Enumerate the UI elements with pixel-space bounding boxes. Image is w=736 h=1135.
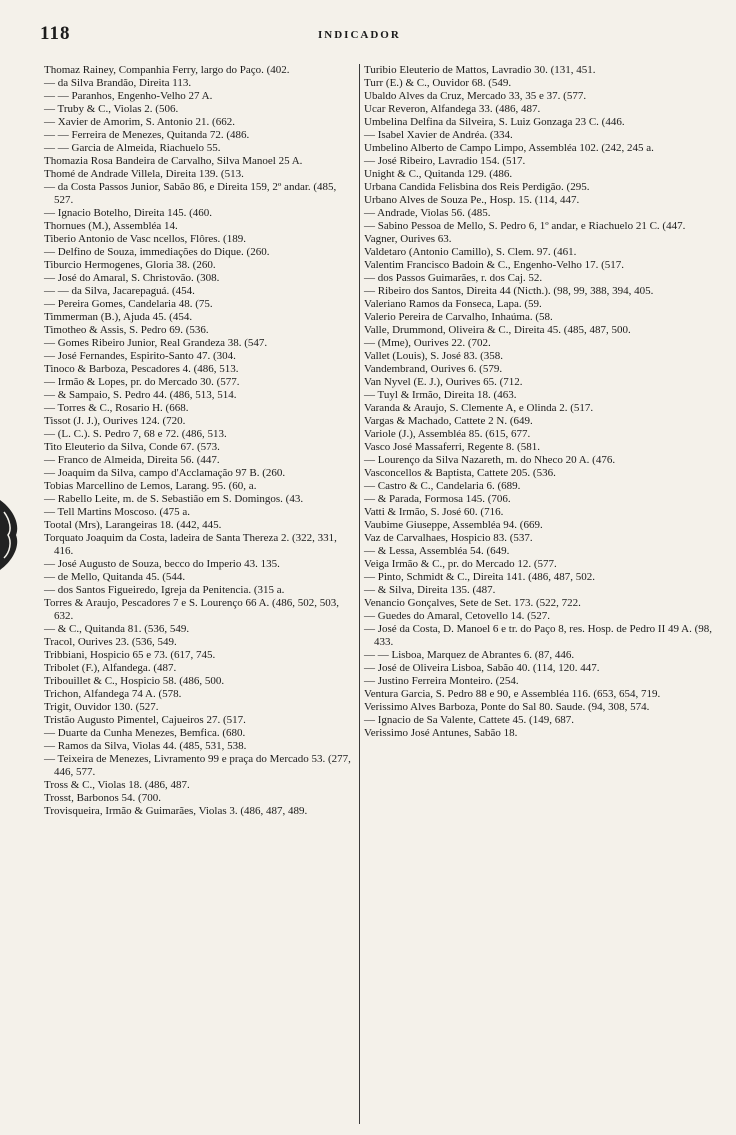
directory-entry: Valeriano Ramos da Fonseca, Lapa. (59. (364, 298, 542, 310)
directory-entry: — & C., Quitanda 81. (536, 549. (44, 623, 190, 635)
directory-entry: — José da Costa, D. Manoel 6 e tr. do Paço 8, res. Hosp. de Pedro II 49 A. (98, 433. (364, 623, 712, 648)
directory-entry: Urbano Alves de Souza Pe., Hosp. 15. (114, 447. (364, 194, 580, 206)
directory-entry: — Andrade, Violas 56. (485. (364, 207, 491, 219)
directory-entry: — Guedes do Amaral, Cetovello 14. (527. (364, 610, 551, 622)
directory-entry: Tinoco & Barboza, Pescadores 4. (486, 513. (44, 363, 239, 375)
directory-entry: — — Garcia de Almeida, Riachuelo 55. (44, 142, 221, 154)
directory-entry: Valerio Pereira de Carvalho, Inhaúma. (58. (364, 311, 553, 323)
directory-entry: Tiburcio Hermogenes, Gloria 38. (260. (44, 259, 216, 271)
directory-entry: — Delfino de Souza, immediações do Dique. (260. (44, 246, 270, 258)
directory-entry: — Teixeira de Menezes, Livramento 99 e praça do Mercado 53. (277, 446, 577. (44, 753, 351, 778)
directory-entry: — Sabino Pessoa de Mello, S. Pedro 6, 1º andar, e Riachuelo 21 C. (447. (364, 220, 686, 232)
directory-entry: — — Ferreira de Menezes, Quitanda 72. (486. (44, 129, 250, 141)
directory-entry: — Duarte da Cunha Menezes, Bemfica. (680. (44, 727, 246, 739)
left-column (44, 64, 358, 818)
directory-entry: — (Mme), Ourives 22. (702. (364, 337, 491, 349)
directory-entry: Vandembrand, Ourives 6. (579. (364, 363, 503, 375)
directory-entry: Tissot (J. J.), Ourives 124. (720. (44, 415, 186, 427)
directory-entry: — — Paranhos, Engenho-Velho 27 A. (44, 90, 213, 102)
directory-entry: — Torres & C., Rosario H. (668. (44, 402, 189, 414)
directory-entry: Umbelina Delfina da Silveira, S. Luiz Gonzaga 23 C. (446. (364, 116, 625, 128)
directory-entry: Unight & C., Quitanda 129. (486. (364, 168, 513, 180)
directory-entry: — & Sampaio, S. Pedro 44. (486, 513, 514. (44, 389, 237, 401)
directory-entry: — José do Amaral, S. Christovão. (308. (44, 272, 220, 284)
directory-entry: Vallet (Louis), S. José 83. (358. (364, 350, 504, 362)
directory-entry: Turr (E.) & C., Ouvidor 68. (549. (364, 77, 512, 89)
directory-entry: Tito Eleuterio da Silva, Conde 67. (573. (44, 441, 220, 453)
directory-entry: Vargas & Machado, Cattete 2 N. (649. (364, 415, 533, 427)
directory-entry: — (L. C.). S. Pedro 7, 68 e 72. (486, 513. (44, 428, 227, 440)
directory-entry: — Ramos da Silva, Violas 44. (485, 531, 538. (44, 740, 247, 752)
page-number: 118 (40, 23, 71, 44)
directory-entry: — Irmão & Lopes, pr. do Mercado 30. (577. (44, 376, 240, 388)
directory-entry: Torres & Araujo, Pescadores 7 e S. Lourenço 66 A. (486, 502, 503, 632. (44, 597, 339, 622)
directory-entry: — Rabello Leite, m. de S. Sebastião em S. Domingos. (43. (44, 493, 304, 505)
directory-entry: Ucar Reveron, Alfandega 33. (486, 487. (364, 103, 541, 115)
directory-entry: — da Silva Brandão, Direita 113. (44, 77, 192, 89)
directory-entry: — — da Silva, Jacarepaguá. (454. (44, 285, 195, 297)
directory-entry: Vaubime Giuseppe, Assembléa 94. (669. (364, 519, 543, 531)
directory-entry: Tribolet (F.), Alfandega. (487. (44, 662, 177, 674)
directory-entry: — Ribeiro dos Santos, Direita 44 (Nicth.). (98, 99, 388, 394, 405. (364, 285, 654, 297)
directory-entry: Trigit, Ouvidor 130. (527. (44, 701, 159, 713)
directory-entry: Tootal (Mrs), Larangeiras 18. (442, 445. (44, 519, 222, 531)
directory-entry: — Xavier de Amorim, S. Antonio 21. (662. (44, 116, 235, 128)
page-edge-mark (0, 500, 24, 570)
directory-entry: — dos Passos Guimarães, r. dos Caj. 52. (364, 272, 543, 284)
directory-entry: — Gomes Ribeiro Junior, Real Grandeza 38. (547. (44, 337, 268, 349)
directory-entry: Trosst, Barbonos 54. (700. (44, 792, 161, 804)
directory-entry: Vasconcellos & Baptista, Cattete 205. (536. (364, 467, 556, 479)
directory-entry: — de Mello, Quitanda 45. (544. (44, 571, 186, 583)
running-head: INDICADOR (318, 29, 401, 41)
directory-entry: — José Ribeiro, Lavradio 154. (517. (364, 155, 526, 167)
directory-entry: — José Fernandes, Espirito-Santo 47. (304. (44, 350, 236, 362)
right-column (364, 64, 722, 740)
directory-entry: Thomé de Andrade Villela, Direita 139. (513. (44, 168, 244, 180)
directory-entry: — da Costa Passos Junior, Sabão 86, e Direita 159, 2º andar. (485, 527. (44, 181, 337, 206)
directory-entry: Tracol, Ourives 23. (536, 549. (44, 636, 177, 648)
directory-entry: Turibio Eleuterio de Mattos, Lavradio 30. (131, 451. (364, 64, 596, 76)
directory-entry: Torquato Joaquim da Costa, ladeira de Santa Thereza 2. (322, 331, 416. (44, 532, 337, 557)
directory-entry: Verissimo José Antunes, Sabão 18. (364, 727, 518, 739)
directory-entry: Urbana Candida Felisbina dos Reis Perdigão. (295. (364, 181, 590, 193)
page-header (0, 0, 736, 48)
directory-entry: Tristão Augusto Pimentel, Cajueiros 27. (517. (44, 714, 246, 726)
directory-entry: — & Parada, Formosa 145. (706. (364, 493, 511, 505)
directory-entry: — Tell Martins Moscoso. (475 a. (44, 506, 190, 518)
directory-entry: Tobias Marcellino de Lemos, Larang. 95. (60, a. (44, 480, 257, 492)
directory-entry: Trovisqueira, Irmão & Guimarães, Violas 3. (486, 487, 489. (44, 805, 308, 817)
directory-entry: — Franco de Almeida, Direita 56. (447. (44, 454, 220, 466)
directory-entry: — Pinto, Schmidt & C., Direita 141. (486, 487, 502. (364, 571, 595, 583)
directory-entry: Ventura Garcia, S. Pedro 88 e 90, e Assembléa 116. (653, 654, 719. (364, 688, 661, 700)
directory-entry: Ubaldo Alves da Cruz, Mercado 33, 35 e 37. (577. (364, 90, 587, 102)
directory-entry: Trichon, Alfandega 74 A. (578. (44, 688, 182, 700)
directory-entry: — Pereira Gomes, Candelaria 48. (75. (44, 298, 213, 310)
directory-entry: — José de Oliveira Lisboa, Sabão 40. (114, 120. 447. (364, 662, 600, 674)
directory-entry: — dos Santos Figueiredo, Igreja da Penitencia. (315 a. (44, 584, 285, 596)
directory-entry: — Joaquim da Silva, campo d'Acclamação 97 B. (260. (44, 467, 286, 479)
directory-entry: Valle, Drummond, Oliveira & C., Direita 45. (485, 487, 500. (364, 324, 631, 336)
directory-entry: Tross & C., Violas 18. (486, 487. (44, 779, 190, 791)
directory-entry: Valentim Francisco Badoin & C., Engenho-Velho 17. (517. (364, 259, 624, 271)
directory-entry: Vatti & Irmão, S. José 60. (716. (364, 506, 504, 518)
directory-entry: Umbelino Alberto de Campo Limpo, Assembléa 102. (242, 245 a. (364, 142, 654, 154)
directory-entry: Thomazia Rosa Bandeira de Carvalho, Silva Manoel 25 A. (44, 155, 303, 167)
directory-entry: Vasco José Massaferri, Regente 8. (581. (364, 441, 540, 453)
directory-entry: — Tuyl & Irmão, Direita 18. (463. (364, 389, 517, 401)
directory-entry: Vagner, Ourives 63. (364, 233, 452, 245)
directory-entry: Tribouillet & C., Hospicio 58. (486, 500. (44, 675, 225, 687)
directory-entry: — & Lessa, Assembléa 54. (649. (364, 545, 510, 557)
directory-entry: Variole (J.), Assembléa 85. (615, 677. (364, 428, 531, 440)
directory-entry: — — Lisboa, Marquez de Abrantes 6. (87, 446. (364, 649, 575, 661)
directory-entry: Verissimo Alves Barboza, Ponte do Sal 80. Saude. (94, 308, 574. (364, 701, 650, 713)
directory-entry: Vaz de Carvalhaes, Hospicio 83. (537. (364, 532, 533, 544)
directory-entry: Timmerman (B.), Ajuda 45. (454. (44, 311, 193, 323)
directory-entry: — Lourenço da Silva Nazareth, m. do Nheco 20 A. (476. (364, 454, 616, 466)
directory-entry: — Justino Ferreira Monteiro. (254. (364, 675, 519, 687)
directory-entry: — Truby & C., Violas 2. (506. (44, 103, 179, 115)
directory-entry: Venancio Gonçalves, Sete de Set. 173. (522, 722. (364, 597, 581, 609)
directory-entry: Tiberio Antonio de Vasc ncellos, Flôres. (189. (44, 233, 246, 245)
directory-entry: — & Silva, Direita 135. (487. (364, 584, 496, 596)
directory-entry: Thornues (M.), Assembléa 14. (44, 220, 178, 232)
directory-entry: Tribbiani, Hospicio 65 e 73. (617, 745. (44, 649, 216, 661)
directory-entry: Van Nyvel (E. J.), Ourives 65. (712. (364, 376, 523, 388)
directory-entry: Thomaz Rainey, Companhia Ferry, largo do Paço. (402. (44, 64, 290, 76)
directory-entry: Varanda & Araujo, S. Clemente A, e Olinda 2. (517. (364, 402, 594, 414)
directory-entry: — Castro & C., Candelaria 6. (689. (364, 480, 521, 492)
directory-entry: Timotheo & Assis, S. Pedro 69. (536. (44, 324, 209, 336)
column-divider (359, 64, 360, 1124)
directory-entry: — Isabel Xavier de Andréa. (334. (364, 129, 513, 141)
directory-entry: — Ignacio de Sa Valente, Cattete 45. (149, 687. (364, 714, 574, 726)
directory-entry: — Ignacio Botelho, Direita 145. (460. (44, 207, 213, 219)
directory-entry: Valdetaro (Antonio Camillo), S. Clem. 97. (461. (364, 246, 577, 258)
directory-entry: — José Augusto de Souza, becco do Imperio 43. 135. (44, 558, 280, 570)
directory-entry: Veiga Irmão & C., pr. do Mercado 12. (577. (364, 558, 557, 570)
